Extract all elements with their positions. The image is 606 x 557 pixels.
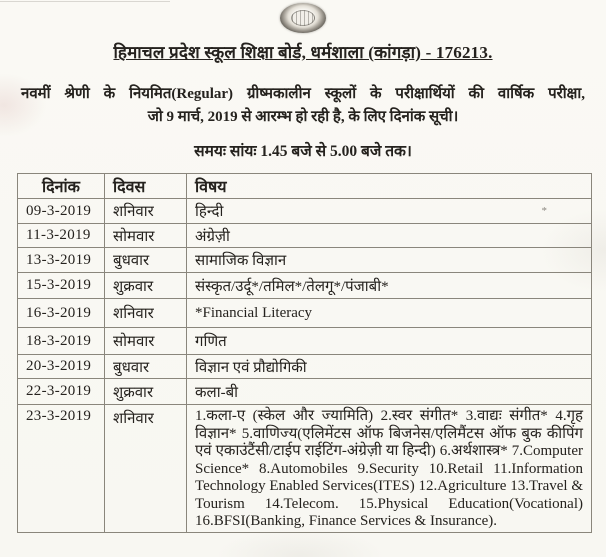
seal-emblem — [291, 10, 315, 26]
subject-text: हिन्दी — [195, 204, 224, 220]
scan-artifact-line — [0, 1, 170, 2]
date-cell: 20-3-2019 — [18, 355, 105, 379]
table-row — [18, 273, 592, 299]
date-cell: 16-3-2019 — [18, 299, 105, 328]
intro-line-1: नवमीं श्रेणी के नियमित(Regular) ग्रीष्मकालीन स्कूलों के परीक्षार्थियों की वार्षिक परीक्षा, — [21, 86, 585, 102]
subject-cell: 1.कला-ए (स्केल और ज्यामिति) 2.स्वर संगीत* 3.वाद्यः संगीत* 4.गृह विज्ञान* 5.वाणिज्य(एलिमेंटस ऑफ बिजनेस/एलिमैंटस ऑफ बुक कीपिंग एवं एकाउंटैंसी/टाईप राईटिंग-अंग्रेज़ी या हिन्दी) 6.अर्थशास्त्र* 7.Computer Science* 8.Automobiles 9.Security 10.Retail 11.Information Technology Enabled Services(ITES) 12.Agriculture 13.Travel & Tourism 14.Telecom. 15.Physical Education(Vocational) 16.BFSI(Banking, Finance Services & Insurance). — [187, 405, 592, 533]
date-cell: 23-3-2019 — [18, 405, 105, 533]
day-cell: सोमवार — [105, 328, 187, 355]
board-seal-icon — [280, 3, 326, 33]
column-header-date: दिनांक — [18, 174, 105, 199]
date-cell: 22-3-2019 — [18, 379, 105, 405]
table-row — [18, 328, 592, 355]
intro-line-2: जो 9 मार्च, 2019 से आरम्भ हो रही है, के लिए दिनांक सूची। — [147, 109, 459, 125]
day-cell: शनिवार — [105, 199, 187, 224]
subject-cell: अंग्रेज़ी — [187, 224, 592, 248]
date-cell: 09-3-2019 — [18, 199, 105, 224]
subject-cell: *Financial Literacy — [187, 299, 592, 328]
day-cell: शनिवार — [105, 405, 187, 533]
table-row — [18, 379, 592, 405]
column-header-day: दिवस — [105, 174, 187, 199]
table-header-row — [18, 174, 592, 199]
date-cell: 15-3-2019 — [18, 273, 105, 299]
subject-cell: गणित — [187, 328, 592, 355]
day-cell: शुक्रवार — [105, 273, 187, 299]
day-cell: शनिवार — [105, 299, 187, 328]
scan-asterisk-mark: * — [541, 205, 547, 217]
date-cell: 11-3-2019 — [18, 224, 105, 248]
subject-cell: कला-बी — [187, 379, 592, 405]
page-title: हिमाचल प्रदेश स्कूल शिक्षा बोर्ड, धर्मशाला (कांगड़ा) - 176213. — [113, 43, 493, 62]
date-cell: 13-3-2019 — [18, 248, 105, 273]
subject-cell: विज्ञान एवं प्रौद्योगिकी — [187, 355, 592, 379]
date-sheet-table — [17, 173, 592, 533]
table-row — [18, 405, 592, 533]
subject-cell: संस्कृत/उर्दू*/तमिल*/तेलगू*/पंजाबी* — [187, 273, 592, 299]
table-row — [18, 224, 592, 248]
column-header-subject: विषय — [187, 174, 592, 199]
table-row — [18, 199, 592, 224]
day-cell: शुक्रवार — [105, 379, 187, 405]
date-cell: 18-3-2019 — [18, 328, 105, 355]
table-row — [18, 248, 592, 273]
day-cell: बुधवार — [105, 355, 187, 379]
subject-cell: सामाजिक विज्ञान — [187, 248, 592, 273]
table-row — [18, 355, 592, 379]
subject-cell — [187, 199, 592, 224]
exam-time-line: समयः सांयः 1.45 बजे से 5.00 बजे तक। — [194, 143, 412, 160]
day-cell: बुधवार — [105, 248, 187, 273]
table-row — [18, 299, 592, 328]
day-cell: सोमवार — [105, 224, 187, 248]
